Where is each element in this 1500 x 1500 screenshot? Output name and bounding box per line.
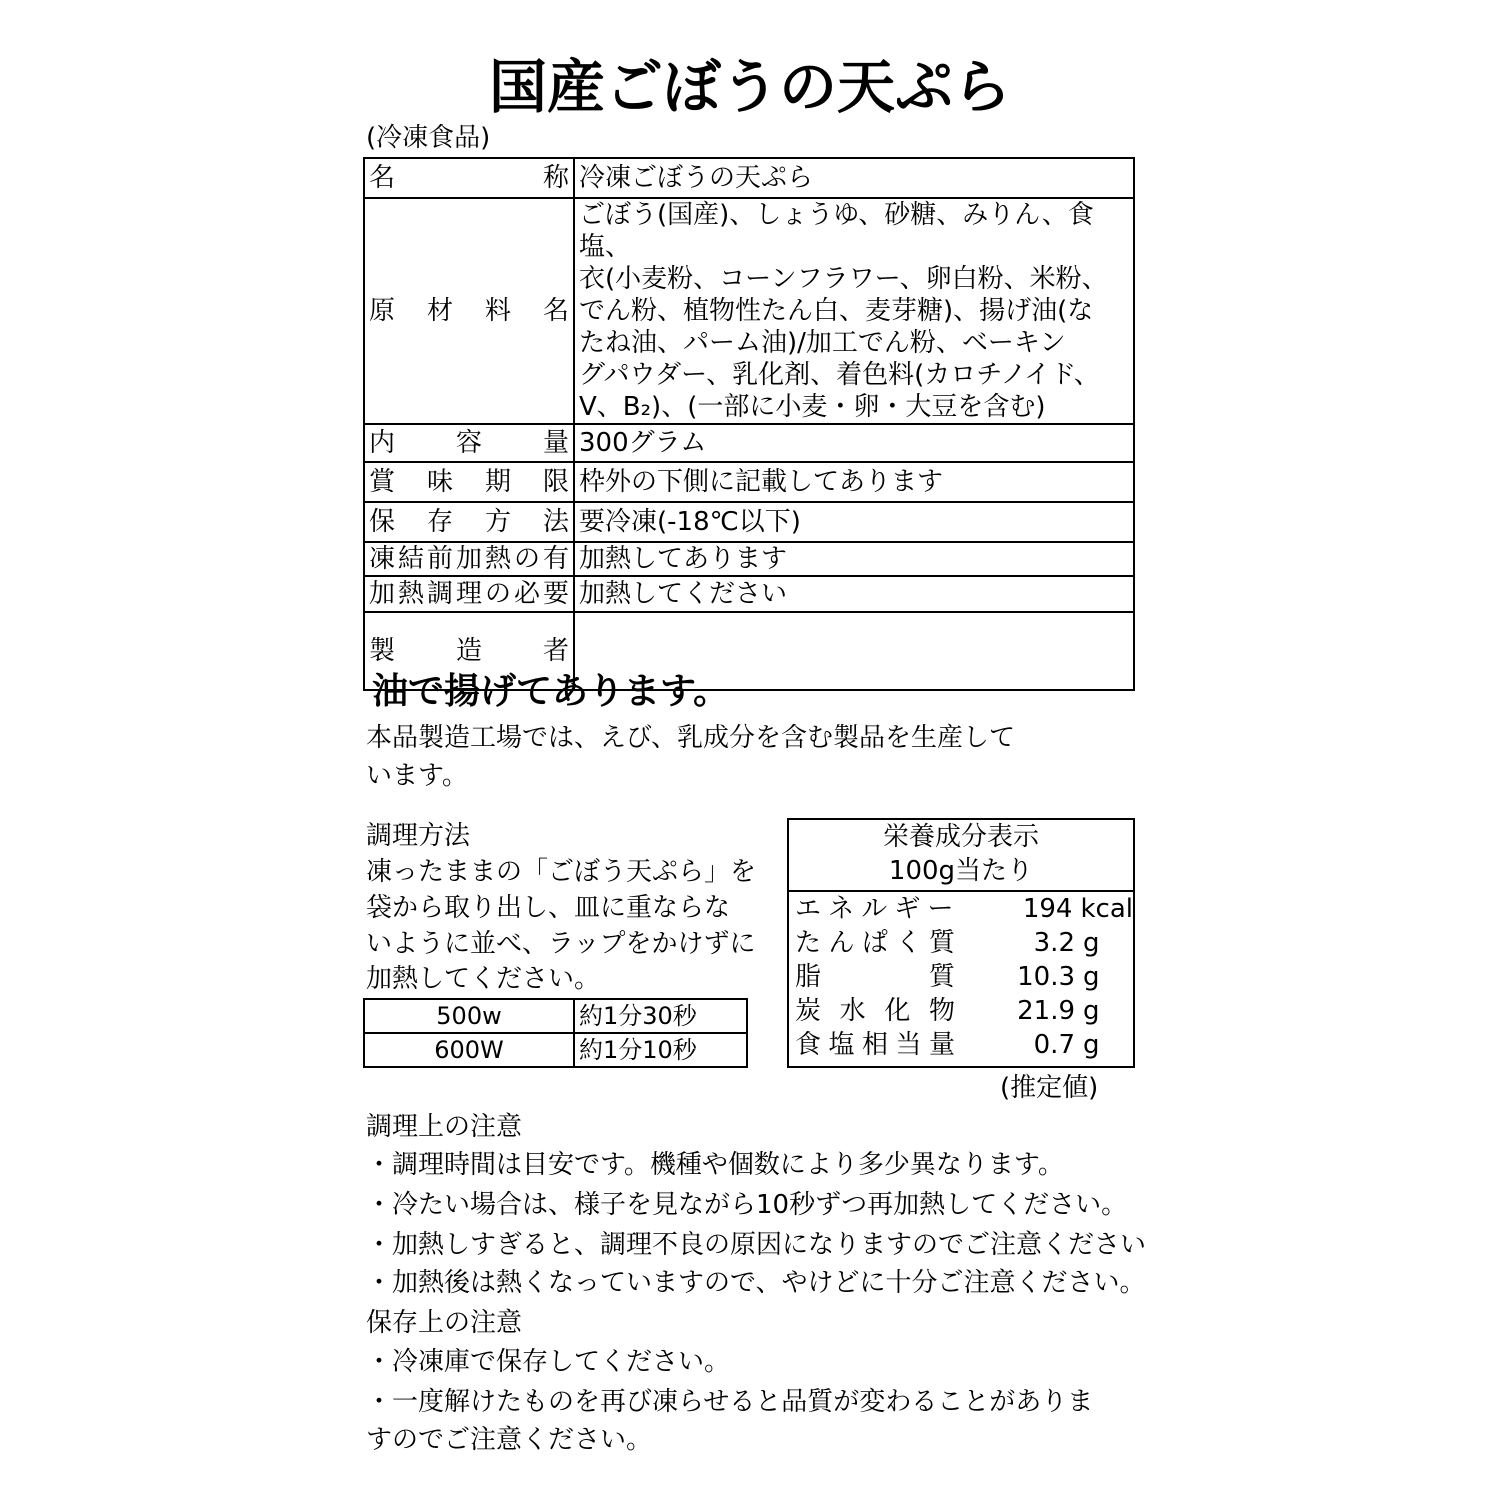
ingredient-line: でん粉、植物性たん白、麦芽糖)、揚げ油(な: [579, 296, 1094, 326]
table-row: [364, 158, 1134, 198]
cooking-line: 凍ったままの「ごぼう天ぷら」を: [366, 857, 757, 887]
row-value: 要冷凍(-18℃以下): [574, 502, 1134, 542]
nutrition-facts: [787, 818, 1135, 1068]
nutrient-value: 21.9: [1017, 996, 1075, 1026]
nutrient-unit: g: [1083, 928, 1100, 958]
row-value: 加熱してください: [574, 576, 1134, 612]
label-table: [363, 157, 1135, 691]
cooking-heading: 調理方法: [366, 821, 471, 851]
nutrient-value: 194: [1022, 894, 1073, 924]
ingredient-line: ごぼう(国産)、しょうゆ、砂糖、みりん、食塩、: [579, 200, 1094, 262]
nutrient-unit: g: [1083, 996, 1100, 1026]
nutrition-row: [789, 960, 1133, 994]
product-title: 国産ごぼうの天ぷら: [488, 53, 1011, 121]
heating-time: 約1分30秒: [574, 999, 747, 1033]
caution-item: ・加熱後は熱くなっていますので、やけどに十分ご注意ください。: [366, 1268, 1146, 1298]
caution-item: ・調理時間は目安です。機種や個数により多少異なります。: [366, 1150, 1064, 1180]
row-label: 保存方法: [364, 502, 574, 542]
nutrient-name: 脂質: [795, 962, 955, 992]
row-label: 内容量: [364, 424, 574, 462]
nutrient-value: 0.7: [1033, 1030, 1075, 1060]
nutrition-row: [789, 1028, 1133, 1062]
caution-item: ・冷たい場合は、様子を見ながら10秒ずつ再加熱してください。: [366, 1190, 1128, 1220]
table-row: [364, 424, 1134, 462]
heating-time: 約1分10秒: [574, 1033, 747, 1067]
ingredient-line: グパウダー、乳化剤、着色料(カロチノイド、: [579, 360, 1100, 390]
nutrient-name: 食塩相当量: [795, 1030, 955, 1060]
nutrient-unit: kcal: [1080, 894, 1133, 924]
ingredient-line: たね油、パーム油)/加工でん粉、ベーキン: [579, 328, 1066, 358]
cooking-line: いように並べ、ラップをかけずに: [366, 929, 756, 959]
nutrient-name: エネルギー: [795, 894, 954, 924]
row-value: 冷凍ごぼうの天ぷら: [574, 158, 1134, 198]
heating-time-table: [363, 998, 748, 1068]
table-row: [364, 999, 747, 1033]
wattage: 600W: [364, 1033, 574, 1067]
estimated-note: (推定値): [1000, 1073, 1099, 1103]
nutrition-row: [789, 892, 1133, 926]
cooking-line: 加熱してください。: [366, 964, 601, 994]
nutrient-unit: g: [1083, 1030, 1100, 1060]
caution-item: ・加熱しすぎると、調理不良の原因になりますのでご注意ください: [366, 1230, 1147, 1260]
table-row: [364, 462, 1134, 502]
nutrient-name: 炭水化物: [795, 996, 955, 1026]
caution-item: ・冷凍庫で保存してください。: [366, 1347, 731, 1377]
nutrition-per: 100g当たり: [888, 856, 1034, 886]
table-row: [364, 542, 1134, 576]
row-label: 凍結前加熱の有: [364, 542, 574, 576]
row-label: 加熱調理の必要: [364, 576, 574, 612]
storage-cautions-heading: 保存上の注意: [366, 1308, 523, 1338]
nutrient-value: 3.2: [1033, 928, 1075, 958]
ingredient-line: 衣(小麦粉、コーンフラワー、卵白粉、米粉、: [579, 264, 1108, 294]
nutrition-row: [789, 926, 1133, 960]
caution-item: すのでご注意ください。: [366, 1425, 653, 1455]
nutrient-unit: g: [1083, 962, 1100, 992]
nutrient-value: 10.3: [1017, 962, 1075, 992]
nutrition-row: [789, 994, 1133, 1028]
table-row: [364, 502, 1134, 542]
row-value: 加熱してあります: [574, 542, 1134, 576]
table-row: [364, 198, 1134, 424]
cooking-cautions-heading: 調理上の注意: [366, 1112, 523, 1142]
fried-notice: 油で揚げてあります。: [372, 671, 730, 712]
ingredient-line: V、B₂)、(一部に小麦・卵・大豆を含む): [579, 392, 1046, 422]
allergen-notice-line: います。: [366, 761, 468, 791]
row-label: 製造者: [364, 612, 574, 690]
category-label: (冷凍食品): [366, 123, 491, 153]
cooking-line: 袋から取り出し、皿に重ならな: [366, 893, 731, 923]
table-row: [364, 1033, 747, 1067]
allergen-notice-line: 本品製造工場では、えび、乳成分を含む製品を生産して: [366, 723, 1015, 753]
table-row: [364, 576, 1134, 612]
row-label: 原材料名: [364, 198, 574, 424]
nutrition-header: [789, 820, 1133, 892]
row-label: 賞味期限: [364, 462, 574, 502]
caution-item: ・一度解けたものを再び凍らせると品質が変わることがありま: [366, 1387, 1094, 1417]
nutrient-name: たんぱく質: [795, 928, 955, 958]
nutrition-heading: 栄養成分表示: [882, 822, 1039, 852]
row-value: 枠外の下側に記載してあります: [574, 462, 1134, 502]
wattage: 500w: [364, 999, 574, 1033]
row-value: 300グラム: [574, 424, 1134, 462]
ingredients: [574, 198, 1134, 424]
row-label: 名称: [364, 158, 574, 198]
